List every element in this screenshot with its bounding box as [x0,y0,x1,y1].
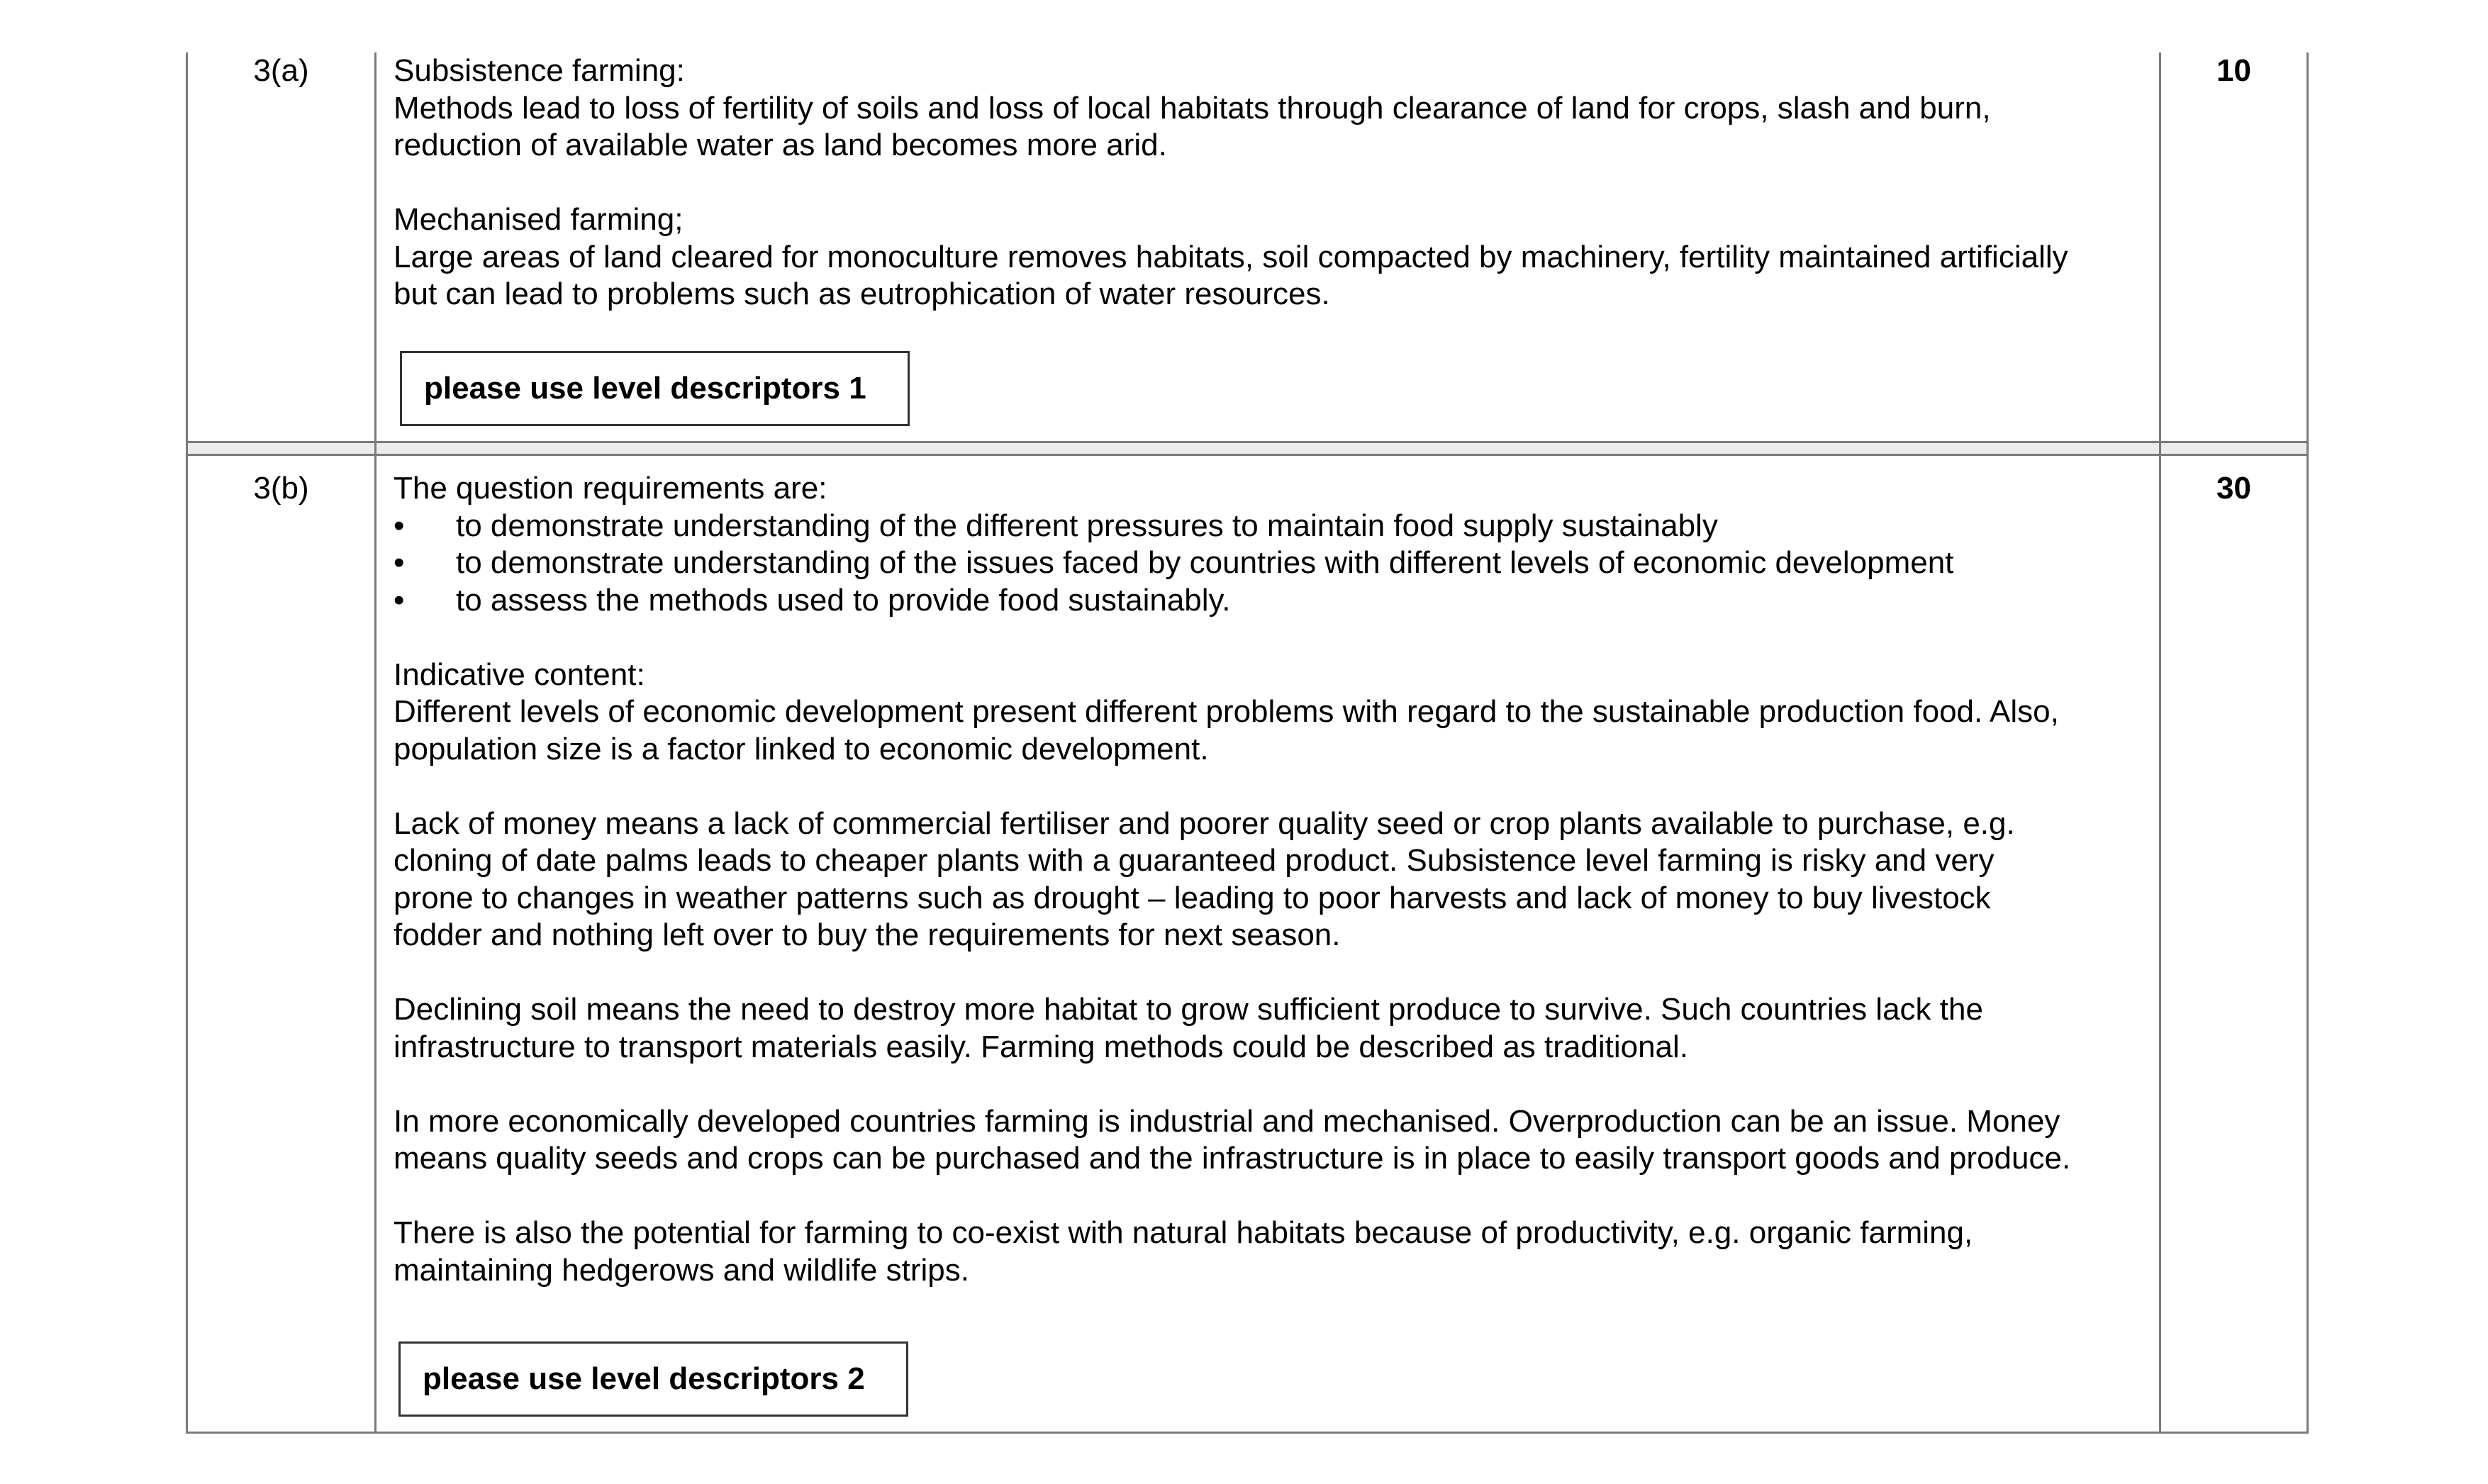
paragraph [394,805,2145,954]
mark-scheme-row-3b [186,454,2309,1434]
column-divider [2159,456,2161,1432]
bullet-icon: • [394,545,405,580]
text-line: infrastructure to transport materials easily. Farming methods could be described as traditional. [394,1029,1689,1064]
column-divider [374,52,376,441]
text-line: Indicative content: [394,657,645,692]
question-number: 3(a) [253,53,309,88]
question-number: 3(b) [253,471,309,506]
paragraph [394,52,2145,164]
text-line: cloning of date palms leads to cheaper plants with a guaranteed product. Subsistence level farming is risky and very [394,843,1995,878]
column-divider [374,456,376,1432]
text-line: means quality seeds and crops can be purchased and the infrastructure is in place to easily transport goods and produce. [394,1141,2071,1176]
text-line: Different levels of economic development present different problems with regard to the sustainable production food. Also, [394,694,2059,729]
text-line: Declining soil means the need to destroy more habitat to grow sufficient produce to survive. Such countries lack the [394,992,1983,1027]
requirements-list [394,508,2145,620]
text-line: prone to changes in weather patterns such as drought – leading to poor harvests and lack of money to buy livestock [394,880,1991,915]
text-line: population size is a factor linked to economic development. [394,731,1209,766]
row-separator [186,443,2309,454]
text-line: In more economically developed countries farming is industrial and mechanised. Overproduction can be an issue. Money [394,1103,2060,1139]
list-item: • to demonstrate understanding of the different pressures to maintain food supply sustainably [394,508,2145,545]
text-line: Methods lead to loss of fertility of soils and loss of local habitats through clearance of land for crops, slash and burn, [394,90,1991,125]
paragraph [394,1103,2145,1178]
answer-content [394,470,2145,1289]
text-line: Mechanised farming; [394,202,684,237]
marks-value: 30 [2216,471,2251,506]
text-line: fodder and nothing left over to buy the requirements for next season. [394,917,1341,952]
column-divider [374,443,376,454]
text-line: Subsistence farming: [394,53,685,88]
list-item: • to demonstrate understanding of the issues faced by countries with different levels of economic development [394,545,2145,582]
text-line: reduction of available water as land becomes more arid. [394,128,1167,162]
text-line: maintaining hedgerows and wildlife strips. [394,1252,969,1288]
text-line: Lack of money means a lack of commercial fertiliser and poorer quality seed or crop plants available to purchase, e.g. [394,805,2015,841]
mark-scheme-row-3a [186,52,2309,443]
paragraph [394,991,2145,1066]
bullet-icon: • [394,582,405,618]
column-divider [2159,443,2161,454]
answer-content [394,52,2145,313]
column-divider [2159,52,2161,441]
marks-value: 10 [2216,53,2251,88]
text-line: There is also the potential for farming to co-exist with natural habitats because of productivity, e.g. organic farming, [394,1215,1973,1250]
requirements-intro: The question requirements are: [394,471,827,506]
level-descriptors-box: please use level descriptors 2 [398,1341,908,1417]
level-descriptors-box: please use level descriptors 1 [400,351,910,426]
text-line: Large areas of land cleared for monoculture removes habitats, soil compacted by machinery, fertility maintained artificially [394,239,2068,274]
list-item: • to assess the methods used to provide food sustainably. [394,582,2145,620]
paragraph [394,657,2145,769]
text-line: but can lead to problems such as eutrophication of water resources. [394,277,1330,311]
paragraph [394,1215,2145,1289]
paragraph [394,201,2145,313]
bullet-icon: • [394,508,405,543]
